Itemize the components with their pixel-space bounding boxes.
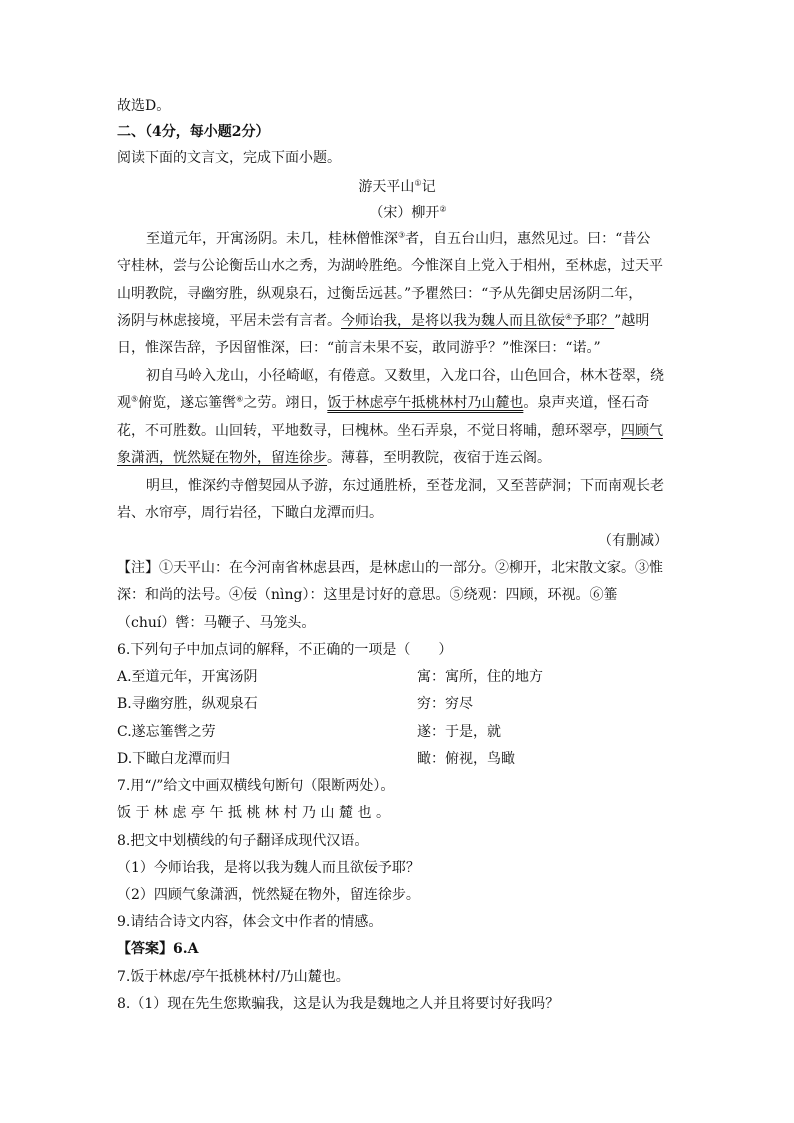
note-mark: ① xyxy=(414,178,422,188)
note-mark: ③ xyxy=(398,230,406,240)
q9-stem: 9.请结合诗文内容，体会文中作者的情感。 xyxy=(117,914,383,930)
p1-line-4 xyxy=(117,310,677,332)
answer-7: 7.饭于林虑/亭午抵桃林村/乃山麓也。 xyxy=(117,969,350,985)
p2-line-2 xyxy=(117,392,677,414)
text-run: 予耶？ xyxy=(572,313,615,329)
section-header: 二、（4分，每小题2分） xyxy=(117,124,270,140)
text-run: 之劳。翊日， xyxy=(243,395,328,411)
q6-stem: 6.下列句子中加点词的解释，不正确的一项是（ ） xyxy=(117,642,453,658)
essay-title xyxy=(117,176,677,198)
p1-line-2: 守桂林，尝与公论衡岳山水之秀，为湖岭胜绝。今惟深自上党入于相州，至林虑，过天平 xyxy=(117,258,663,274)
option-label: B.寻幽穷胜，纵观泉石 xyxy=(117,696,258,712)
note-mark: ④ xyxy=(565,312,573,322)
p2-line-4 xyxy=(117,447,677,469)
p1-line-5: 日，惟深告辞，予因留惟深，曰：“前言未果不妄，敢同游乎？”惟深曰：“诺。” xyxy=(117,340,601,356)
p1-line-1 xyxy=(146,228,677,250)
instruction: 阅读下面的文言文，完成下面小题。 xyxy=(117,150,341,166)
double-underlined-sentence: 饭于林虑亭午抵桃林村乃山麓也 xyxy=(327,395,524,411)
q6-option-b xyxy=(117,693,677,715)
q8-sentence-2: （2）四顾气象潇洒，恍然疑在物外，留连徐步。 xyxy=(117,887,420,903)
text-run: 观 xyxy=(117,395,131,411)
abridged-note: （有删减） xyxy=(598,533,668,549)
note-mark: ② xyxy=(439,204,447,214)
text-run: 。泉声夹道，怪石奇 xyxy=(523,395,650,411)
option-explanation: 遂：于是，就 xyxy=(417,724,501,740)
p3-line-1: 明旦，惟深约寺僧契园从予游，东过通胜桥，至苍龙洞，又至菩萨洞；下而南观长老 xyxy=(146,478,664,494)
q6-option-d xyxy=(117,748,677,770)
underlined-sentence: 四顾气 xyxy=(621,423,663,439)
text-run: 今师诒我，是将以我为魏人而且欲佞 xyxy=(341,313,565,329)
prev-answer-line: 故选D。 xyxy=(117,98,171,114)
text-run: 至道元年，开寓汤阴。未几，桂林僧惟深 xyxy=(146,231,398,247)
text-run: 。薄暮，至明教院，夜宿于连云阁。 xyxy=(327,450,551,466)
answer-8: 8.（1）现在先生您欺骗我，这是认为我是魏地之人并且将要讨好我吗？ xyxy=(117,996,560,1012)
option-explanation: 寓：寓所，住的地方 xyxy=(417,669,543,685)
underlined-sentence xyxy=(341,313,614,329)
note-mark: ⑤ xyxy=(131,394,139,404)
notes-line-2: 深：和尚的法号。④佞（nìng）：这里是讨好的意思。⑤绕观：四顾，环视。⑥箠 xyxy=(117,587,618,603)
q7-sentence: 饭于林虑亭午抵桃林村乃山麓也。 xyxy=(117,805,395,821)
p2-line-1: 初自马岭入龙山，小径崎岖，有倦意。又数里，入龙口谷，山色回合，林木苍翠，绕 xyxy=(146,368,664,384)
text-run: 俯览，遂忘箠辔 xyxy=(138,395,237,411)
text-run: 花，不可胜数。山回转，平地数寻，曰槐林。坐石弄泉，不觉日将晡，憩环翠亭， xyxy=(117,423,621,439)
option-label: A.至道元年，开寓汤阴 xyxy=(117,669,258,685)
text-run: 者，自五台山归，惠然见过。曰：“昔公 xyxy=(405,231,651,247)
option-explanation: 瞰：俯视，鸟瞰 xyxy=(417,751,515,767)
p3-line-2: 岩、水帘亭，周行岩径，下瞰白龙潭而归。 xyxy=(117,505,383,521)
notes-line-1: 【注】①天平山：在今河南省林虑县西，是林虑山的一部分。②柳开，北宋散文家。③惟 xyxy=(117,560,663,576)
notes-line-3: （chuí）辔：马鞭子、马笼头。 xyxy=(117,615,316,631)
text-run: ”越明 xyxy=(614,313,650,329)
p2-line-3 xyxy=(117,420,677,442)
text-run: 汤阴与林虑接境，平居未尝有言者。 xyxy=(117,313,341,329)
note-mark: ⑥ xyxy=(236,394,244,404)
essay-title-suffix: 记 xyxy=(421,179,436,195)
p1-line-3: 山明教院，寻幽穷胜，纵观泉石，过衡岳远甚。”予瞿然曰：“予从先御史居汤阴二年， xyxy=(117,286,643,302)
underlined-sentence: 象潇洒，恍然疑在物外，留连徐步 xyxy=(117,450,327,466)
q8-sentence-1: （1）今师诒我，是将以我为魏人而且欲佞予耶？ xyxy=(117,860,420,876)
essay-author xyxy=(117,202,677,224)
option-label: D.下瞰白龙潭而归 xyxy=(117,751,231,767)
answer-6: 【答案】6.A xyxy=(117,941,199,957)
q8-stem: 8.把文中划横线的句子翻译成现代汉语。 xyxy=(117,833,369,849)
essay-title-text: 游天平山 xyxy=(358,179,415,195)
essay-author-text: （宋）柳开 xyxy=(369,205,440,221)
q6-option-c xyxy=(117,721,677,743)
option-label: C.遂忘箠辔之劳 xyxy=(117,724,216,740)
q7-stem: 7.用“/”给文中画双横线句断句（限断两处）。 xyxy=(117,778,395,794)
option-explanation: 穷：穷尽 xyxy=(417,696,473,712)
q6-option-a xyxy=(117,666,677,688)
